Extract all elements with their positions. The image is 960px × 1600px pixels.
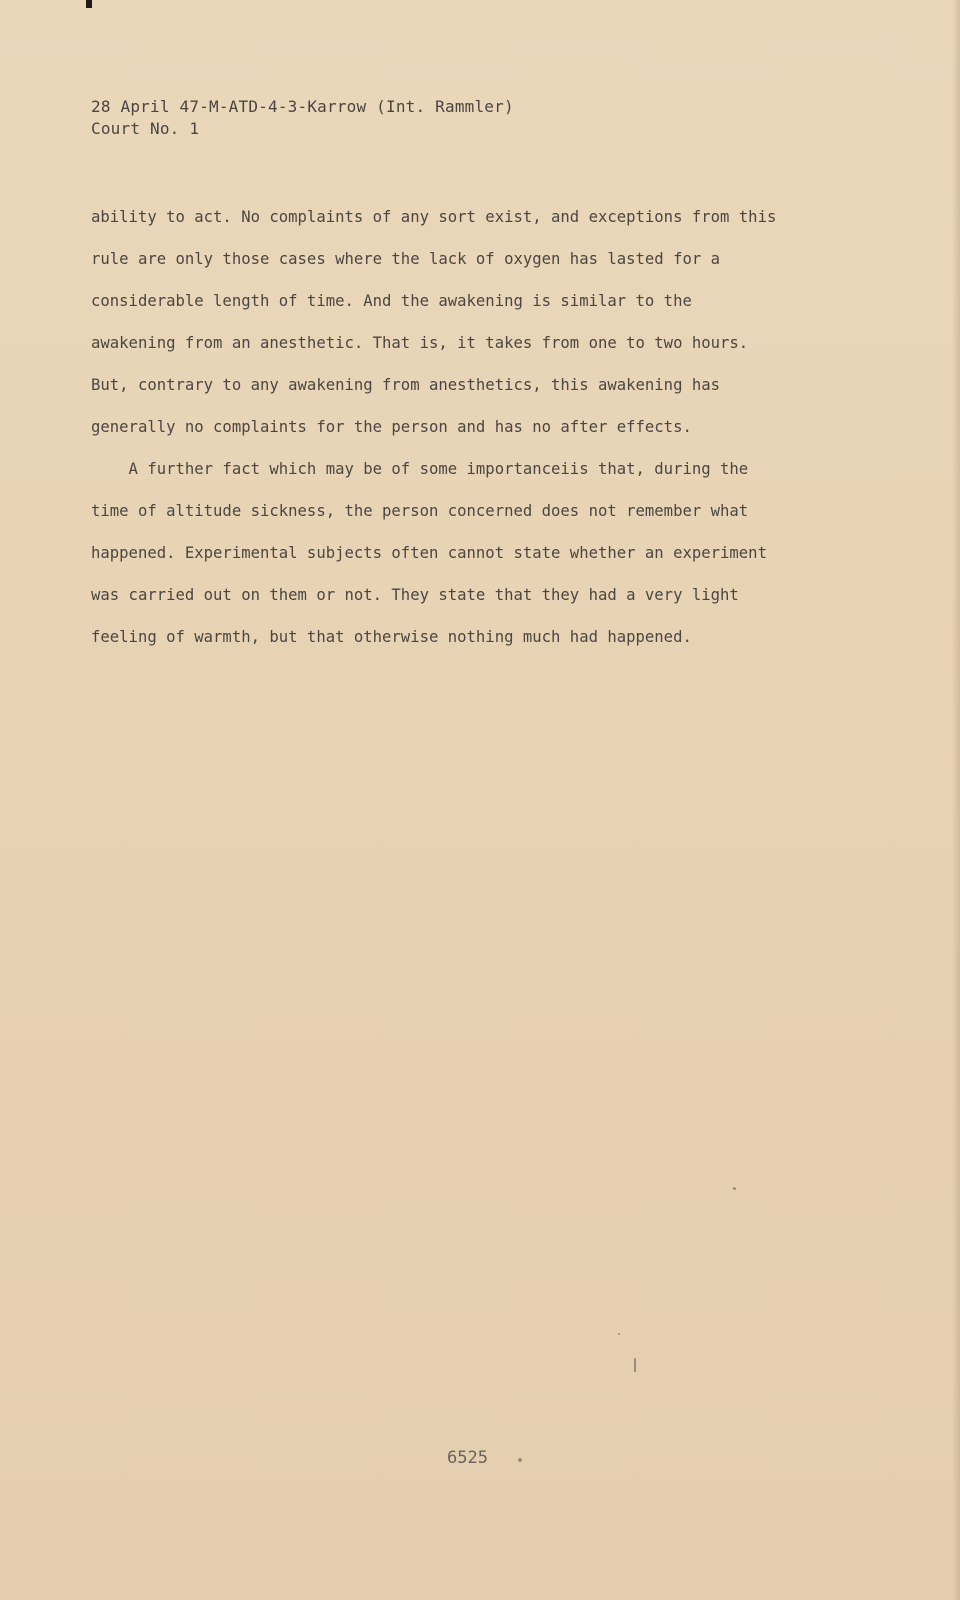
- body-line: considerable length of time. And the awakening is similar to the: [91, 292, 692, 310]
- body-line: generally no complaints for the person and has no after effects.: [91, 418, 692, 436]
- page-edge-shadow: [952, 0, 960, 1600]
- paper-speck: [634, 1358, 636, 1372]
- document-body: [91, 196, 851, 658]
- corner-mark: [86, 0, 92, 8]
- document-header: [91, 96, 514, 140]
- body-line: But, contrary to any awakening from anesthetics, this awakening has: [91, 376, 721, 394]
- paper-speck: [733, 1187, 736, 1190]
- paper-speck: [518, 1458, 522, 1462]
- body-line: awakening from an anesthetic. That is, it takes from one to two hours.: [91, 334, 749, 352]
- body-line: feeling of warmth, but that otherwise nothing much had happened.: [91, 628, 692, 646]
- body-line: time of altitude sickness, the person concerned does not remember what: [91, 502, 749, 520]
- paper-speck: [618, 1333, 620, 1335]
- header-court-line: Court No. 1: [91, 119, 200, 138]
- page-number: 6525: [447, 1448, 488, 1468]
- body-line: happened. Experimental subjects often cannot state whether an experiment: [91, 544, 767, 562]
- body-line: ability to act. No complaints of any sort exist, and exceptions from this: [91, 208, 777, 226]
- body-line: rule are only those cases where the lack of oxygen has lasted for a: [91, 250, 721, 268]
- body-line: A further fact which may be of some importanceiis that, during the: [91, 460, 749, 478]
- body-line: was carried out on them or not. They state that they had a very light: [91, 586, 739, 604]
- header-case-line: 28 April 47-M-ATD-4-3-Karrow (Int. Rammler): [91, 97, 514, 116]
